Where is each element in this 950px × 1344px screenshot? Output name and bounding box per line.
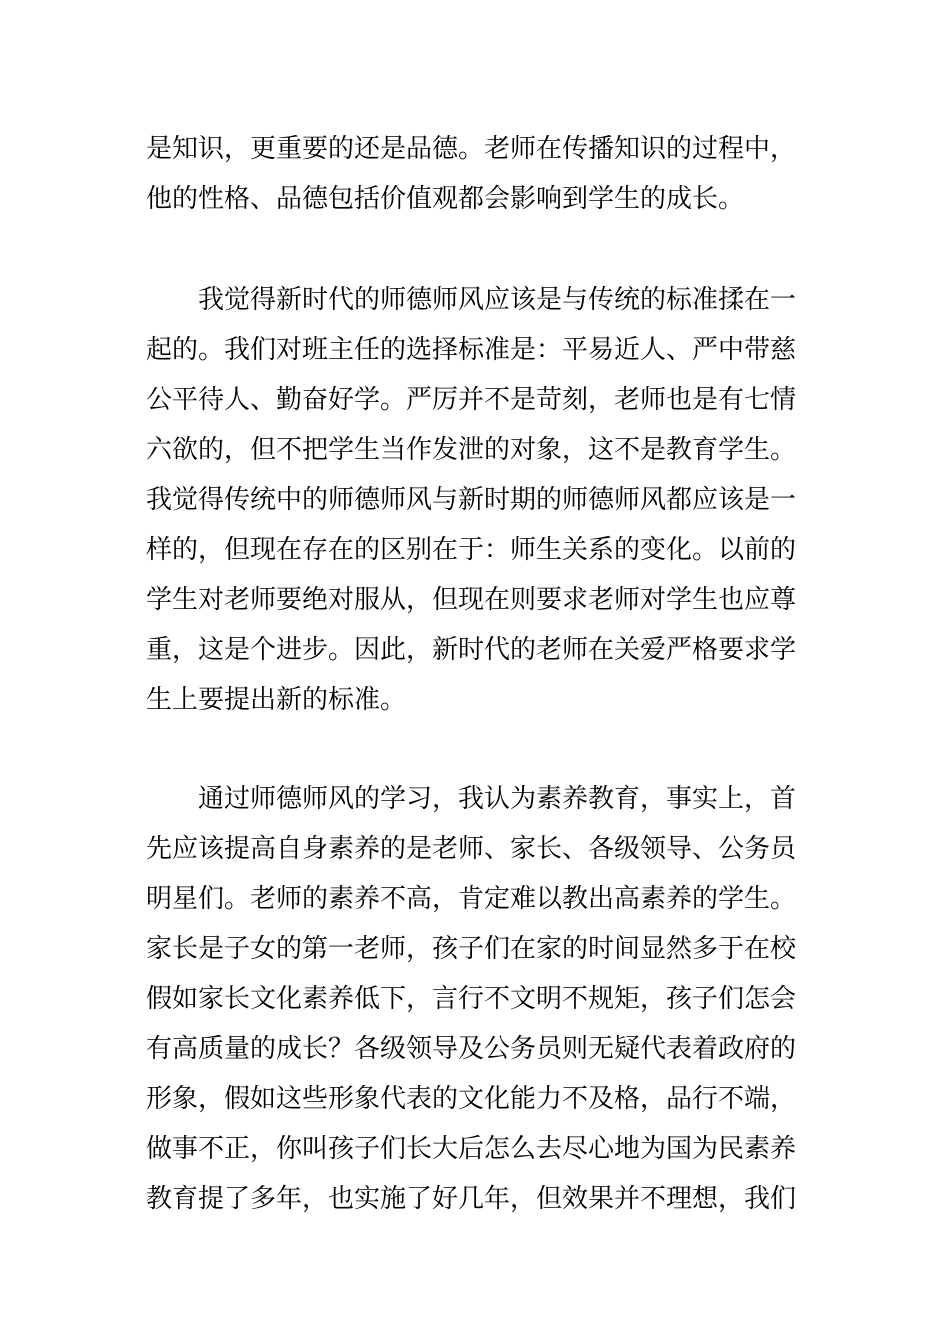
text-line: 公平待人、勤奋好学。严厉并不是苛刻，老师也是有七情 xyxy=(146,385,797,415)
text-line: 是知识，更重要的还是品德。老师在传播知识的过程中， xyxy=(146,134,797,164)
text-line: 六欲的，但不把学生当作发泄的对象，这不是教育学生。 xyxy=(146,435,797,465)
text-line: 有高质量的成长？各级领导及公务员则无疑代表着政府的 xyxy=(146,1034,797,1064)
text-line: 假如家长文化素养低下，言行不文明不规矩，孩子们怎会 xyxy=(146,984,797,1014)
paragraph-1 xyxy=(146,124,806,224)
text-line: 生上要提出新的标准。 xyxy=(146,685,407,715)
paragraph-3 xyxy=(146,774,806,1224)
text-line: 形象，假如这些形象代表的文化能力不及格，品行不端， xyxy=(146,1084,797,1114)
text-line: 重，这是个进步。因此，新时代的老师在关爱严格要求学 xyxy=(146,635,797,665)
text-line: 学生对老师要绝对服从，但现在则要求老师对学生也应尊 xyxy=(146,585,797,615)
text-line: 他的性格、品德包括价值观都会影响到学生的成长。 xyxy=(146,184,745,214)
paragraph-2 xyxy=(146,275,806,725)
text-line: 做事不正，你叫孩子们长大后怎么去尽心地为国为民素养 xyxy=(146,1134,797,1164)
text-line: 明星们。老师的素养不高，肯定难以教出高素养的学生。 xyxy=(146,884,797,914)
text-line: 先应该提高自身素养的是老师、家长、各级领导、公务员 xyxy=(146,834,797,864)
text-line: 教育提了多年，也实施了好几年，但效果并不理想，我们 xyxy=(146,1184,797,1214)
text-line: 我觉得新时代的师德师风应该是与传统的标准揉在一 xyxy=(146,285,797,315)
text-line: 样的，但现在存在的区别在于：师生关系的变化。以前的 xyxy=(146,535,797,565)
text-line: 我觉得传统中的师德师风与新时期的师德师风都应该是一 xyxy=(146,485,797,515)
text-line: 通过师德师风的学习，我认为素养教育，事实上，首 xyxy=(146,784,797,814)
text-line: 家长是子女的第一老师，孩子们在家的时间显然多于在校 xyxy=(146,934,797,964)
text-line: 起的。我们对班主任的选择标准是：平易近人、严中带慈 xyxy=(146,335,797,365)
